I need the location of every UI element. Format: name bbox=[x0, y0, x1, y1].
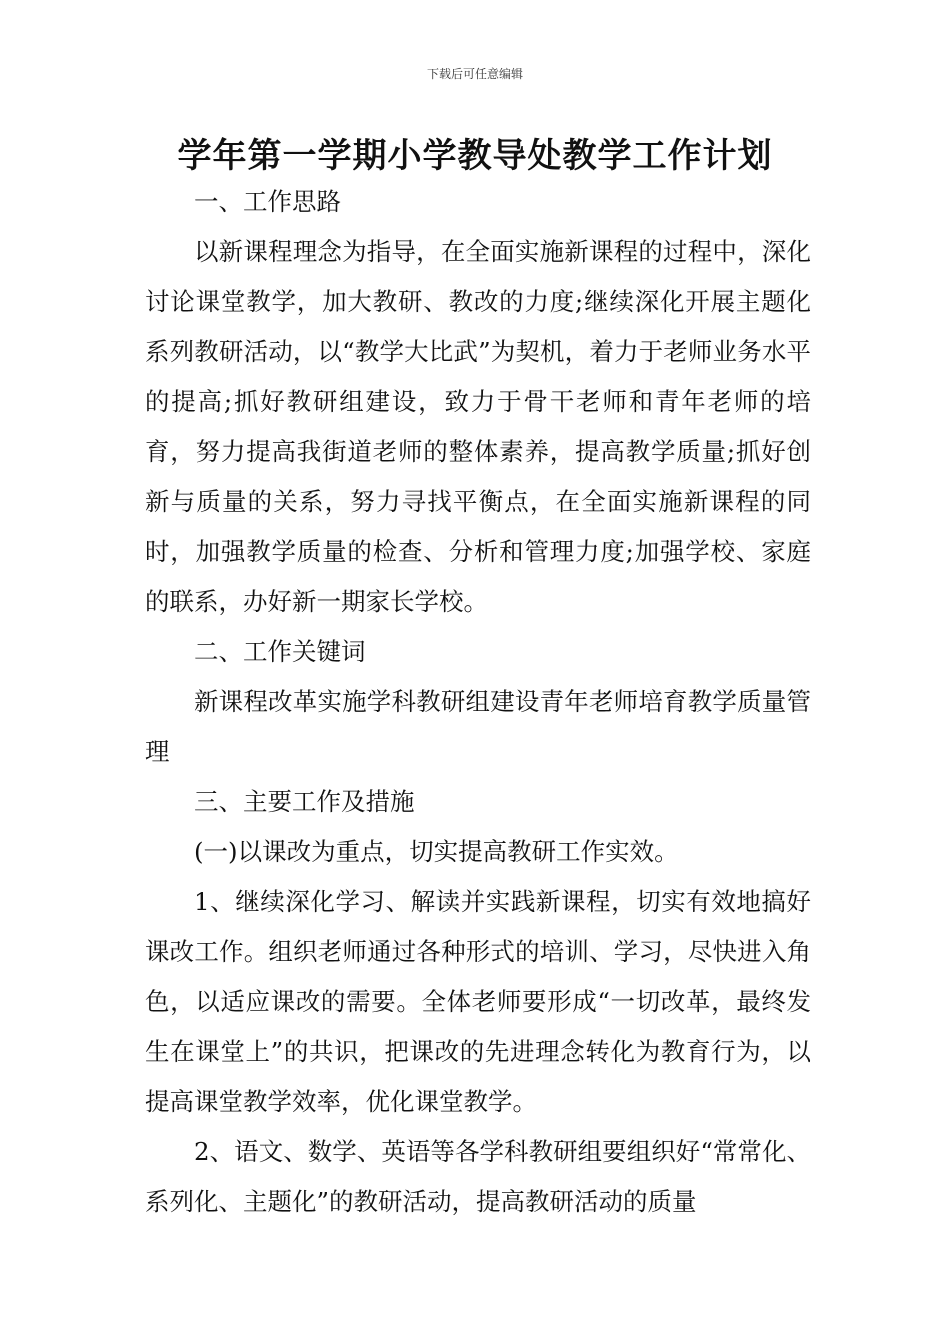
subsection-heading-1: (一)以课改为重点，切实提高教研工作实效。 bbox=[194, 837, 679, 866]
section-heading-2: 二、工作关键词 bbox=[194, 637, 366, 666]
document-body bbox=[145, 177, 811, 1227]
section-heading-1: 一、工作思路 bbox=[194, 187, 341, 216]
paragraph-keywords: 新课程改革实施学科教研组建设青年老师培育教学质量管理 bbox=[145, 687, 811, 766]
paragraph-work-ideas: 以新课程理念为指导，在全面实施新课程的过程中，深化讨论课堂教学，加大教研、教改的力度;继续深化开展主题化系列教研活动，以“教学大比武”为契机，着力于老师业务水平的提高;抓好教研组建设，致力于骨干老师和青年老师的培育，努力提高我街道老师的整体素养，提高教学质量;抓好创新与质量的关系，努力寻找平衡点，在全面实施新课程的同时，加强教学质量的检查、分析和管理力度;加强学校、家庭的联系，办好新一期家长学校。 bbox=[145, 237, 811, 616]
paragraph-item-2: 2、语文、数学、英语等各学科教研组要组织好“常常化、系列化、主题化”的教研活动，提高教研活动的质量 bbox=[145, 1137, 811, 1216]
document-title: 学年第一学期小学教导处教学工作计划 bbox=[177, 136, 773, 176]
header-note: 下载后可任意编辑 bbox=[426, 67, 523, 81]
paragraph-item-1: 1、继续深化学习、解读并实践新课程，切实有效地搞好课改工作。组织老师通过各种形式的培训、学习，尽快进入角色，以适应课改的需要。全体老师要形成“一切改革，最终发生在课堂上”的共识，把课改的先进理念转化为教育行为，以提高课堂教学效率，优化课堂教学。 bbox=[145, 887, 811, 1116]
section-heading-3: 三、主要工作及措施 bbox=[194, 787, 415, 816]
